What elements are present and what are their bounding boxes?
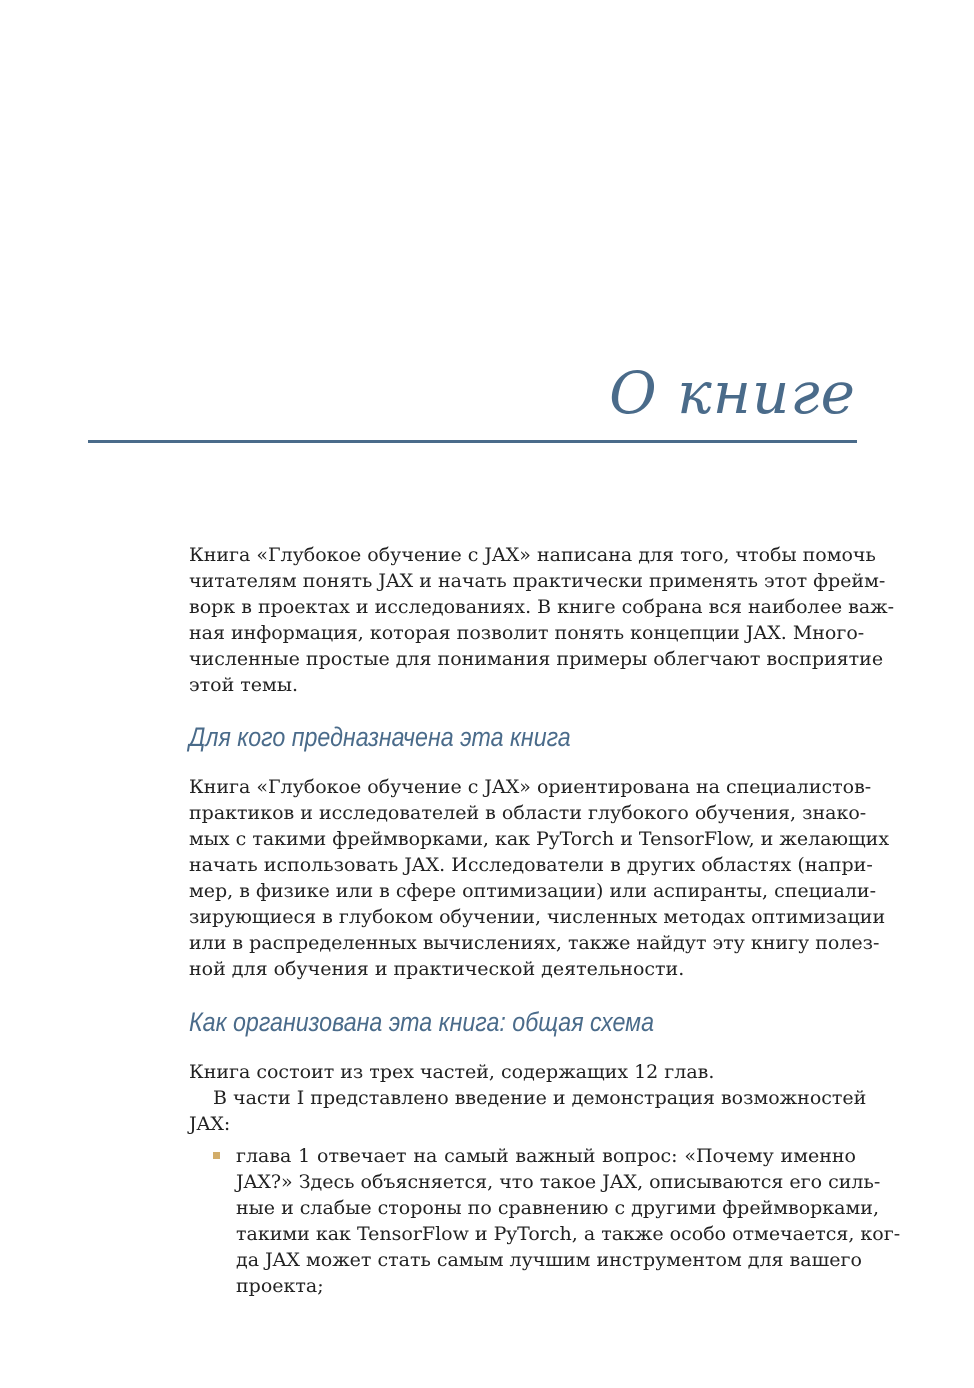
structure-paragraph — [189, 1059, 856, 1085]
intro-paragraph — [189, 542, 895, 698]
structure-summary: Книга состоит из трех частей, содержащих 12 глав. — [189, 1061, 715, 1083]
section-heading-structure: Как организована эта книга: общая схема — [189, 1007, 654, 1037]
text-line: ные и слабые стороны по сравнению с другими фреймворками, — [236, 1197, 879, 1219]
title-rule — [88, 440, 857, 443]
text-line: практиков и исследователей в области глубокого обучения, знако- — [189, 802, 867, 824]
text-line: В части I представлено введение и демонстрация возможностей — [213, 1087, 867, 1109]
text-line: этой темы. — [189, 674, 298, 696]
text-line: проекта; — [236, 1275, 324, 1297]
audience-paragraph — [189, 774, 890, 982]
text-line: читателям понять JAX и начать практически применять этот фрейм- — [189, 570, 886, 592]
section-heading-audience: Для кого предназначена эта книга — [189, 722, 571, 752]
text-line: Книга «Глубокое обучение с JAX» ориентирована на специалистов- — [189, 776, 872, 798]
text-line: начать использовать JAX. Исследователи в других областях (напри- — [189, 854, 873, 876]
text-line: численные простые для понимания примеры облегчают восприятие — [189, 648, 884, 670]
text-line: глава 1 отвечает на самый важный вопрос: «Почему именно — [236, 1145, 856, 1167]
list-item — [236, 1143, 901, 1299]
part1-paragraph — [189, 1085, 867, 1137]
text-line: зирующиеся в глубоком обучении, численных методах оптимизации — [189, 906, 886, 928]
text-line: JAX: — [189, 1113, 231, 1135]
text-line: да JAX может стать самым лучшим инструментом для вашего — [236, 1249, 862, 1271]
text-line: Книга «Глубокое обучение с JAX» написана для того, чтобы помочь — [189, 544, 876, 566]
bullet-icon — [213, 1152, 220, 1159]
text-line: мых с такими фреймворками, как PyTorch и TensorFlow, и желающих — [189, 828, 890, 850]
text-line: мер, в физике или в сфере оптимизации) или аспиранты, специали- — [189, 880, 877, 902]
text-line: ной для обучения и практической деятельности. — [189, 958, 685, 980]
text-line: JAX?» Здесь объясняется, что такое JAX, описываются его силь- — [236, 1171, 881, 1193]
text-line: ворк в проектах и исследованиях. В книге собрана вся наиболее важ- — [189, 596, 895, 618]
text-line: или в распределенных вычислениях, также найдут эту книгу полез- — [189, 932, 880, 954]
text-line: такими как TensorFlow и PyTorch, а также особо отмечается, ког- — [236, 1223, 901, 1245]
text-line: ная информация, которая позволит понять концепции JAX. Много- — [189, 622, 865, 644]
page-title: О книге — [609, 359, 856, 427]
